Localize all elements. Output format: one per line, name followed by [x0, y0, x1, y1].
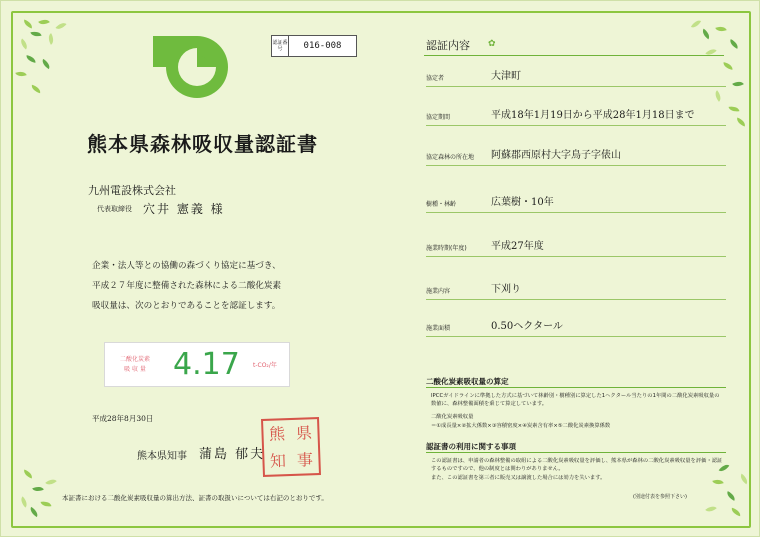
detail-label: 施業内容	[426, 288, 451, 295]
issue-date: 平成28年8月30日	[92, 414, 154, 423]
seal-char: 知	[269, 451, 287, 471]
absorption-label-line: 二酸化炭素	[119, 355, 150, 363]
recipient-representative-name: 穴井 憲義 様	[143, 202, 225, 216]
detail-value: 広葉樹・10年	[491, 197, 554, 208]
certificate-number	[271, 35, 357, 57]
absorption-value: 4.17	[173, 347, 240, 382]
absorption-label	[105, 355, 165, 375]
detail-value: 平成27年度	[491, 241, 544, 252]
certification-statement	[92, 256, 322, 316]
footnote-left: 本証書における二酸化炭素吸収量の算出方法、証書の取扱いについては右記のとおりです。	[62, 494, 328, 502]
usage-text: この認証書は、申請者の森林整備の取組による二酸化炭素吸収量を評価し、熊本県が森林の二酸化炭素吸収量を評価・認証するものですので、他の制度とは関わりがありません。	[431, 458, 723, 472]
governor-name: 蒲島 郁夫	[199, 447, 266, 462]
governor-title: 熊本県知事	[137, 451, 187, 462]
formula-title: 二酸化炭素吸収量	[431, 414, 474, 420]
detail-label: 協定者	[426, 75, 445, 82]
seal-char: 県	[295, 423, 313, 443]
usage-text: また、この認証書を第三者に販売又は譲渡した場合には効力を失います。	[431, 475, 606, 481]
absorption-unit: t-CO₂/年	[253, 362, 277, 369]
formula: ＝①成長量×②拡大係数×③容積密度×④炭素含有率×⑤二酸化炭素換算係数	[431, 423, 611, 429]
detail-value: 下刈り	[491, 284, 521, 295]
detail-value: 0.50ヘクタール	[491, 321, 563, 332]
section-divider	[424, 55, 724, 56]
detail-label: 施業面積	[426, 325, 451, 332]
calculation-divider	[426, 387, 726, 388]
statement-line: 吸収量は、次のとおりであることを認証します。	[92, 301, 281, 311]
bird-icon: ✿	[488, 39, 496, 49]
absorption-label-line: 吸 収 量	[124, 365, 146, 373]
seal-char: 熊	[268, 424, 286, 444]
kumamoto-logo-icon	[153, 36, 241, 98]
usage-title: 認証書の利用に関する事項	[426, 442, 516, 451]
detail-label: 協定期間	[426, 114, 451, 121]
calculation-text: IPCCガイドラインに準拠した方式に基づいて林齢別・樹種別に算定した1ヘクタール当たりの1年間の二酸化炭素吸収量の数値に、森林整備面積を乗じて算定しています。	[431, 393, 720, 407]
statement-line: 平成２７年度に整備された森林による二酸化炭素	[92, 281, 282, 291]
detail-row	[426, 231, 726, 257]
detail-value: 阿蘇郡西原村大字鳥子字俵山	[491, 150, 621, 161]
certificate-number-label: 認証番号	[271, 35, 289, 57]
footnote-right: (別途付表を参照下さい)	[633, 494, 687, 500]
detail-row	[426, 187, 726, 213]
details-section-title: 認証内容	[426, 39, 470, 52]
detail-label: 協定森林の所在地	[426, 154, 475, 161]
usage-divider	[426, 452, 726, 453]
statement-line: 企業・法人等との協働の森づくり協定に基づき、	[92, 261, 281, 271]
detail-row	[426, 100, 726, 126]
seal-char: 事	[296, 450, 314, 470]
detail-value: 大津町	[491, 71, 521, 82]
detail-value: 平成18年1月19日から平成28年1月18日まで	[491, 110, 695, 121]
absorption-amount-box	[104, 342, 290, 387]
detail-row	[426, 311, 726, 337]
detail-label: 樹種・林齢	[426, 201, 457, 208]
detail-row	[426, 61, 726, 87]
recipient-company: 九州電設株式会社	[88, 184, 176, 197]
official-seal	[261, 417, 321, 477]
recipient-representative-label: 代表取締役	[97, 205, 132, 213]
detail-label: 施業時期(年度)	[426, 245, 467, 252]
detail-row	[426, 140, 726, 166]
certificate-number-value: 016-008	[289, 35, 357, 57]
calculation-title: 二酸化炭素吸収量の算定	[426, 377, 509, 386]
detail-row	[426, 274, 726, 300]
certificate-title: 熊本県森林吸収量認証書	[87, 132, 318, 156]
